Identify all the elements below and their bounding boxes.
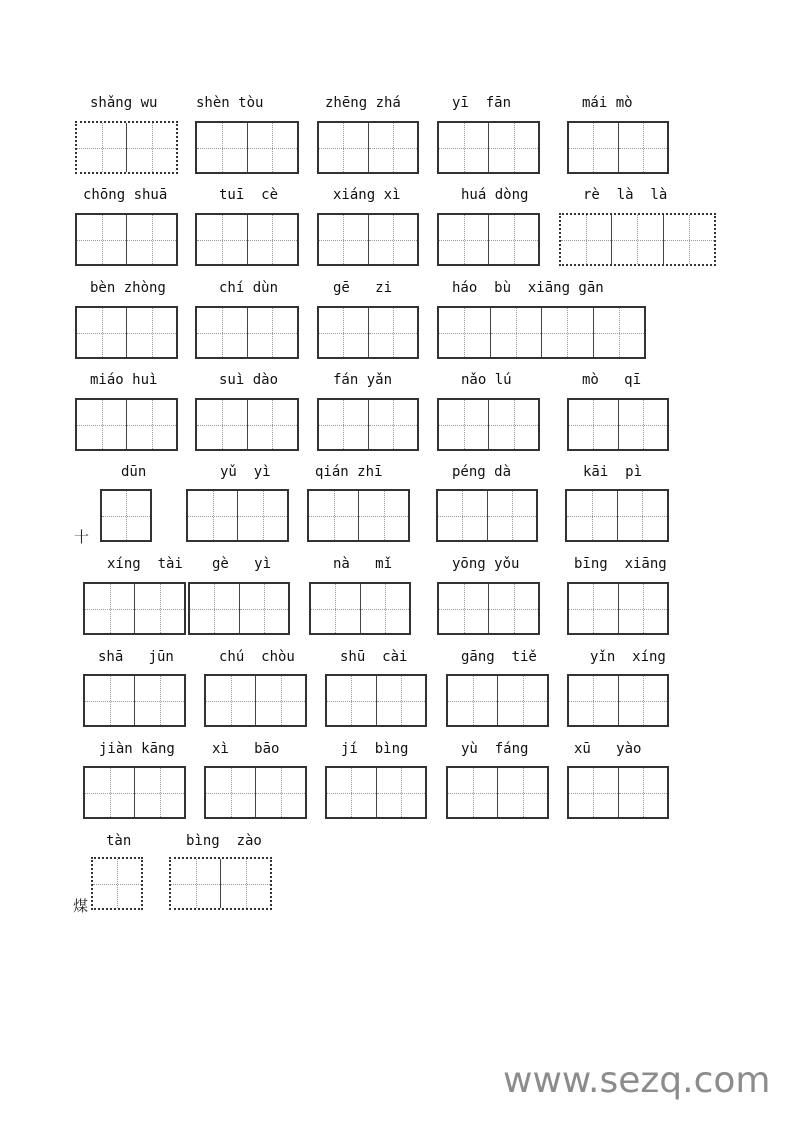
writing-grid[interactable]: [325, 766, 427, 819]
writing-cell[interactable]: [238, 491, 287, 540]
writing-cell[interactable]: [594, 308, 645, 357]
pinyin-label: jiàn kāng: [99, 741, 175, 757]
writing-cell[interactable]: [240, 584, 289, 633]
pinyin-label: chú chòu: [219, 649, 295, 665]
writing-cell[interactable]: [438, 491, 488, 540]
writing-cell[interactable]: [127, 308, 176, 357]
writing-cell[interactable]: [439, 308, 491, 357]
pinyin-label: shèn tòu: [196, 95, 264, 111]
writing-grid[interactable]: [437, 306, 646, 359]
writing-grid[interactable]: [436, 489, 538, 542]
writing-grid[interactable]: [195, 306, 299, 359]
writing-grid[interactable]: [91, 857, 143, 910]
writing-cell[interactable]: [127, 400, 176, 449]
writing-cell[interactable]: [197, 215, 248, 264]
writing-cell[interactable]: [256, 768, 305, 817]
writing-cell[interactable]: [488, 491, 537, 540]
writing-cell[interactable]: [93, 859, 141, 908]
pinyin-label: rè là là: [583, 187, 668, 203]
writing-cell[interactable]: [135, 676, 184, 725]
writing-grid[interactable]: [567, 398, 669, 451]
pinyin-label: tàn: [106, 833, 132, 849]
writing-cell[interactable]: [489, 215, 538, 264]
writing-cell[interactable]: [561, 215, 612, 264]
writing-cell[interactable]: [319, 400, 369, 449]
writing-cell[interactable]: [369, 215, 418, 264]
writing-cell[interactable]: [439, 584, 489, 633]
writing-grid[interactable]: [307, 489, 410, 542]
pinyin-label: tuī cè: [219, 187, 279, 203]
writing-grid[interactable]: [317, 306, 419, 359]
writing-cell[interactable]: [311, 584, 361, 633]
writing-cell[interactable]: [439, 123, 489, 172]
writing-cell[interactable]: [619, 400, 668, 449]
writing-grid[interactable]: [75, 398, 178, 451]
writing-cell[interactable]: [664, 215, 714, 264]
writing-grid[interactable]: [565, 489, 669, 542]
writing-cell[interactable]: [77, 308, 127, 357]
writing-cell[interactable]: [498, 676, 547, 725]
writing-grid[interactable]: [186, 489, 289, 542]
writing-cell[interactable]: [319, 308, 369, 357]
writing-cell[interactable]: [77, 215, 127, 264]
writing-cell[interactable]: [127, 215, 176, 264]
writing-cell[interactable]: [197, 308, 248, 357]
writing-grid[interactable]: [437, 398, 540, 451]
writing-cell[interactable]: [619, 584, 668, 633]
writing-cell[interactable]: [85, 676, 135, 725]
pinyin-label: gē zi: [333, 280, 393, 296]
writing-cell[interactable]: [439, 215, 489, 264]
writing-cell[interactable]: [135, 768, 184, 817]
writing-cell[interactable]: [569, 676, 619, 725]
writing-grid[interactable]: [317, 398, 419, 451]
writing-cell[interactable]: [171, 859, 221, 908]
writing-grid[interactable]: [204, 766, 307, 819]
pinyin-label: yī fān: [452, 95, 512, 111]
writing-cell[interactable]: [127, 123, 176, 172]
writing-cell[interactable]: [188, 491, 238, 540]
writing-cell[interactable]: [102, 491, 150, 540]
pinyin-label: mái mò: [582, 95, 633, 111]
pinyin-label: fán yǎn: [333, 372, 393, 388]
writing-grid[interactable]: [437, 213, 540, 266]
writing-grid[interactable]: [75, 306, 178, 359]
writing-grid[interactable]: [195, 213, 299, 266]
writing-cell[interactable]: [439, 400, 489, 449]
writing-grid[interactable]: [83, 766, 186, 819]
writing-cell[interactable]: [248, 400, 298, 449]
pinyin-label: shā jūn: [98, 649, 174, 665]
writing-cell[interactable]: [327, 768, 377, 817]
pinyin-label: xū yào: [574, 741, 642, 757]
writing-cell[interactable]: [448, 768, 498, 817]
writing-cell[interactable]: [377, 768, 426, 817]
writing-cell[interactable]: [206, 768, 256, 817]
writing-cell[interactable]: [498, 768, 547, 817]
writing-cell[interactable]: [359, 491, 408, 540]
writing-cell[interactable]: [206, 676, 256, 725]
writing-grid[interactable]: [437, 121, 540, 174]
writing-cell[interactable]: [619, 768, 668, 817]
pinyin-label: yǐn xíng: [590, 649, 666, 665]
writing-grid[interactable]: [567, 582, 669, 635]
pinyin-label: mò qī: [582, 372, 642, 388]
writing-cell[interactable]: [77, 400, 127, 449]
writing-cell[interactable]: [77, 123, 127, 172]
writing-grid[interactable]: [83, 674, 186, 727]
pinyin-label: kāi pì: [583, 464, 643, 480]
writing-cell[interactable]: [489, 584, 538, 633]
writing-grid[interactable]: [446, 674, 549, 727]
pinyin-label: yù fáng: [461, 741, 529, 757]
watermark: www.sezq.com: [503, 1060, 771, 1101]
writing-grid[interactable]: [567, 674, 669, 727]
writing-grid[interactable]: [100, 489, 152, 542]
writing-cell[interactable]: [85, 584, 135, 633]
writing-cell[interactable]: [309, 491, 359, 540]
writing-cell[interactable]: [448, 676, 498, 725]
writing-grid[interactable]: [83, 582, 186, 635]
writing-cell[interactable]: [619, 676, 668, 725]
writing-cell[interactable]: [569, 123, 619, 172]
pinyin-label: gè yì: [212, 556, 272, 572]
writing-cell[interactable]: [369, 308, 418, 357]
pinyin-label: háo bù xiāng gān: [452, 280, 604, 296]
pinyin-label: xíng tài: [107, 556, 183, 572]
writing-cell[interactable]: [369, 400, 418, 449]
writing-grid[interactable]: [169, 857, 272, 910]
writing-grid[interactable]: [75, 121, 178, 174]
pinyin-label: xiáng xì: [333, 187, 401, 203]
writing-cell[interactable]: [569, 768, 619, 817]
pinyin-label: dūn: [121, 464, 147, 480]
writing-cell[interactable]: [327, 676, 377, 725]
writing-cell[interactable]: [248, 123, 298, 172]
writing-cell[interactable]: [612, 215, 663, 264]
writing-grid[interactable]: [188, 582, 290, 635]
writing-cell[interactable]: [542, 308, 594, 357]
writing-cell[interactable]: [377, 676, 426, 725]
writing-cell[interactable]: [135, 584, 184, 633]
writing-cell[interactable]: [248, 215, 298, 264]
writing-cell[interactable]: [256, 676, 305, 725]
writing-cell[interactable]: [361, 584, 410, 633]
pinyin-label: shǎng wu: [90, 95, 158, 111]
writing-grid[interactable]: [317, 121, 419, 174]
writing-grid[interactable]: [325, 674, 427, 727]
pinyin-label: bīng xiāng: [574, 556, 667, 572]
pinyin-label: chōng shuā: [83, 187, 168, 203]
writing-cell[interactable]: [248, 308, 298, 357]
pinyin-label: miáo huì: [90, 372, 158, 388]
pinyin-label: jí bìng: [341, 741, 409, 757]
writing-cell[interactable]: [491, 308, 543, 357]
writing-cell[interactable]: [569, 584, 619, 633]
pinyin-label: huá dòng: [461, 187, 529, 203]
pinyin-label: suì dào: [219, 372, 279, 388]
writing-cell[interactable]: [319, 215, 369, 264]
pinyin-label: shū cài: [340, 649, 408, 665]
writing-cell[interactable]: [190, 584, 240, 633]
writing-cell[interactable]: [197, 400, 248, 449]
writing-grid[interactable]: [567, 766, 669, 819]
writing-grid[interactable]: [195, 121, 299, 174]
writing-grid[interactable]: [437, 582, 540, 635]
pinyin-label: yǔ yì: [220, 464, 271, 480]
writing-cell[interactable]: [619, 123, 668, 172]
writing-cell[interactable]: [221, 859, 270, 908]
writing-grid[interactable]: [317, 213, 419, 266]
writing-grid[interactable]: [204, 674, 307, 727]
prefix-character: 十: [74, 528, 90, 546]
pinyin-label: bìng zào: [186, 833, 262, 849]
writing-grid[interactable]: [309, 582, 411, 635]
pinyin-label: nǎo lú: [461, 372, 512, 388]
pinyin-label: yōng yǒu: [452, 556, 520, 572]
writing-cell[interactable]: [197, 123, 248, 172]
writing-grid[interactable]: [446, 766, 549, 819]
pinyin-label: xì bāo: [212, 741, 280, 757]
writing-grid[interactable]: [195, 398, 299, 451]
writing-grid[interactable]: [567, 121, 669, 174]
writing-cell[interactable]: [569, 400, 619, 449]
writing-cell[interactable]: [369, 123, 418, 172]
prefix-character: 煤: [73, 897, 89, 915]
writing-cell[interactable]: [319, 123, 369, 172]
writing-cell[interactable]: [567, 491, 618, 540]
pinyin-label: gāng tiě: [461, 649, 537, 665]
writing-cell[interactable]: [489, 400, 538, 449]
pinyin-label: chí dùn: [219, 280, 279, 296]
writing-grid[interactable]: [75, 213, 178, 266]
writing-cell[interactable]: [489, 123, 538, 172]
writing-grid[interactable]: [559, 213, 716, 266]
pinyin-label: péng dà: [452, 464, 512, 480]
pinyin-label: bèn zhòng: [90, 280, 166, 296]
pinyin-label: nà mǐ: [333, 556, 393, 572]
writing-cell[interactable]: [85, 768, 135, 817]
pinyin-label: qián zhī: [315, 464, 383, 480]
writing-cell[interactable]: [618, 491, 668, 540]
pinyin-label: zhēng zhá: [325, 95, 401, 111]
